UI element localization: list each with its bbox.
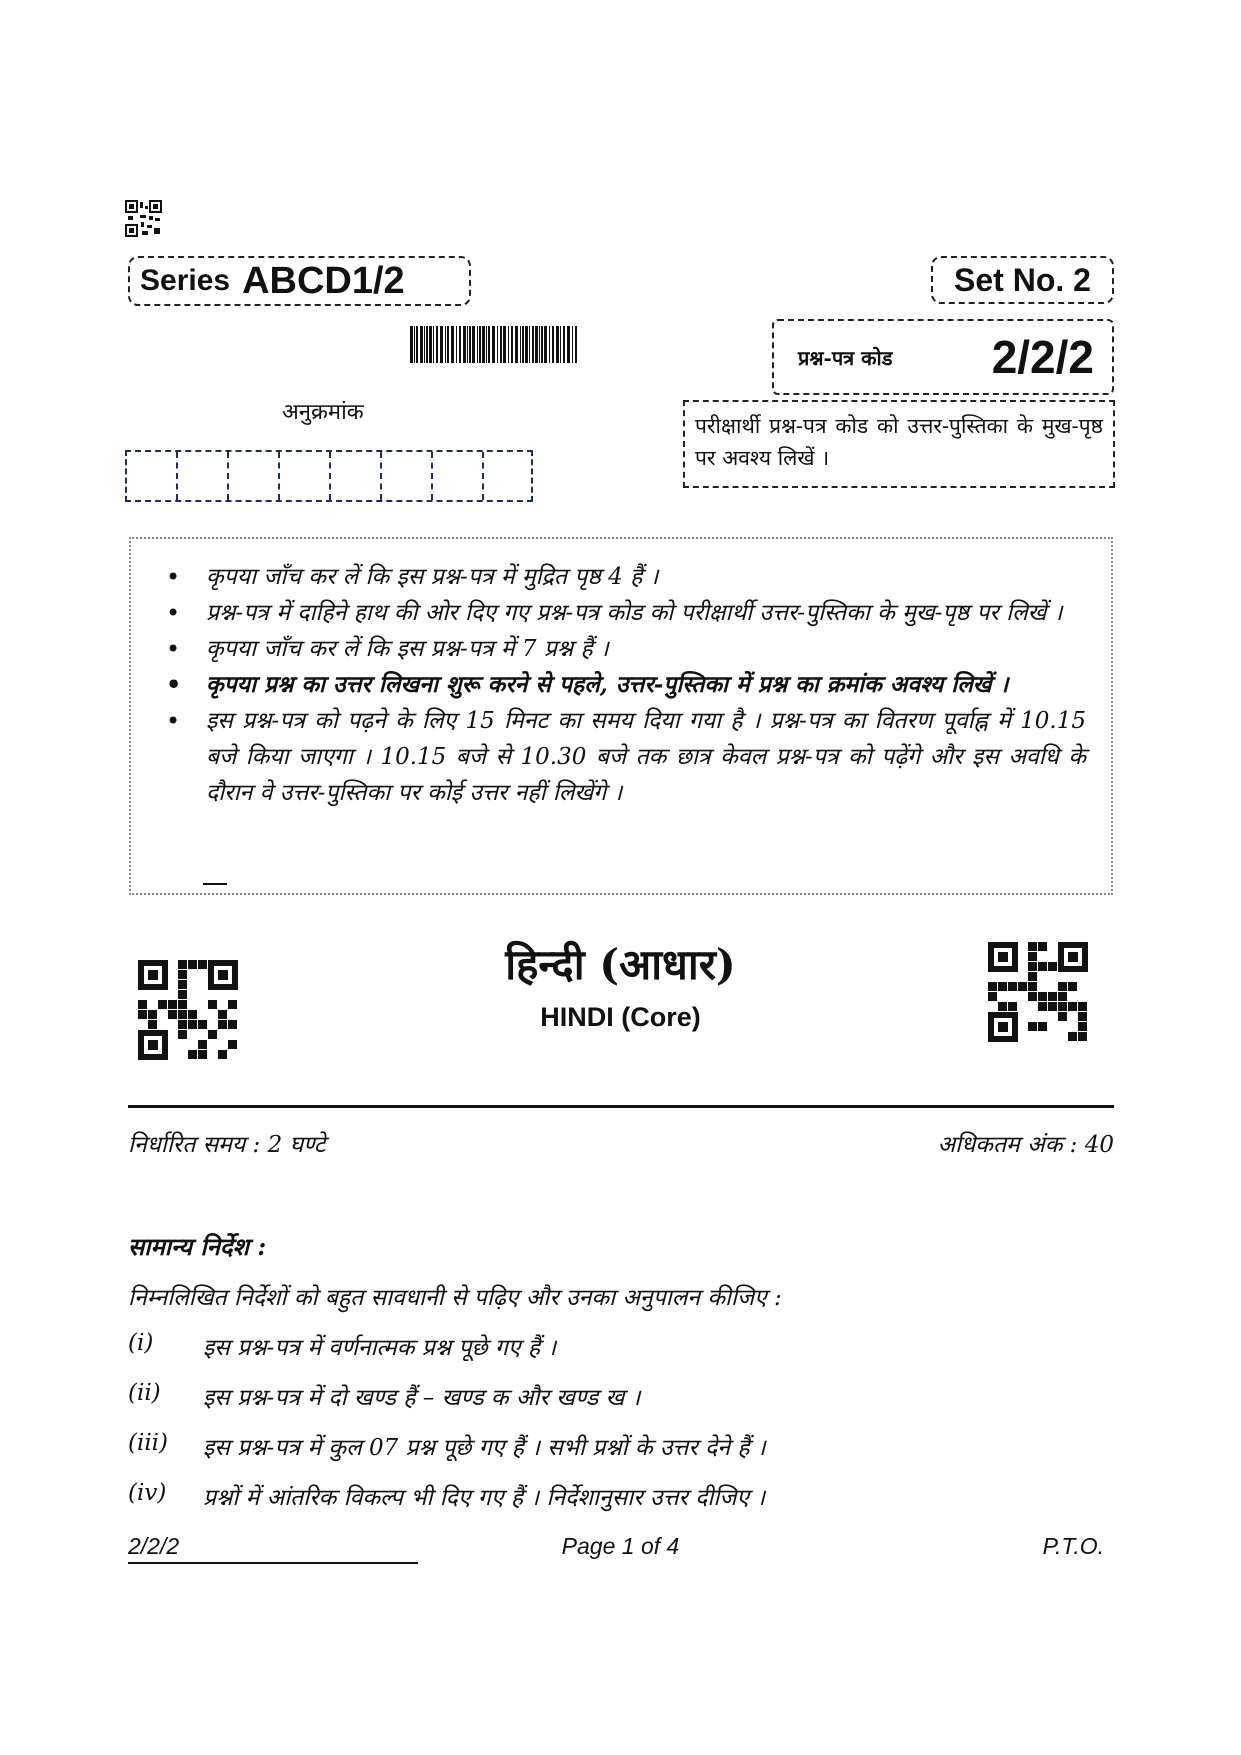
general-item-number: (iii) [128, 1430, 169, 1456]
series-box [128, 256, 471, 306]
general-instructions-heading: सामान्य निर्देश : [128, 1232, 267, 1261]
general-item-number: (i) [128, 1330, 154, 1356]
general-item-number: (iv) [128, 1480, 167, 1506]
instruction-item: • कृपया जाँच कर लें कि इस प्रश्न-पत्र में मुद्रित पृष्ठ 4 हैं । [166, 559, 1086, 595]
general-item-number: (ii) [128, 1380, 161, 1406]
time-allowed: निर्धारित समय : 2 घण्टे [128, 1132, 326, 1158]
qr-code-small-icon [125, 200, 162, 237]
roll-cell-divider [176, 452, 178, 500]
divider [128, 1562, 418, 1564]
barcode-icon [410, 326, 580, 363]
page-number: Page 1 of 4 [561, 1533, 680, 1559]
instructions-box [129, 537, 1113, 895]
instruction-item: • कृपया जाँच कर लें कि इस प्रश्न-पत्र में 7 प्रश्न हैं । [166, 631, 1086, 667]
paper-code-box [772, 319, 1114, 395]
roll-number-label: अनुक्रमांक [282, 400, 364, 425]
instruction-item: • प्रश्न-पत्र में दाहिने हाथ की ओर दिए गए प्रश्न-पत्र कोड को परीक्षार्थी उत्तर-पुस्तिका के मुख-पृष्ठ पर लिखें । [166, 595, 1086, 631]
series-label: Series [140, 264, 231, 297]
set-number-box [931, 256, 1114, 304]
divider [203, 883, 227, 885]
general-instructions-intro: निम्नलिखित निर्देशों को बहुत सावधानी से पढ़िए और उनका अनुपालन कीजिए : [128, 1285, 782, 1311]
paper-code-value: 2/2/2 [991, 331, 1094, 383]
subject-title-hindi: हिन्दी (आधार) [505, 940, 736, 989]
roll-number-field[interactable] [125, 450, 533, 502]
paper-code-label: प्रश्न-पत्र कोड [798, 345, 893, 370]
instruction-item: • इस प्रश्न-पत्र को पढ़ने के लिए 15 मिनट का समय दिया गया है । प्रश्न-पत्र का वितरण पूर्वाह्न में 10.15 बजे किया जाएगा । 10.15 बजे से 10.30 बजे तक छात्र केवल प्रश्न-पत्र को पढ़ेंगे और इस अवधि के दौरान वे उत्तर-पुस्तिका पर कोई उत्तर नहीं लिखेंगे । [166, 703, 1086, 811]
code-note: परीक्षार्थी प्रश्न-पत्र कोड को उत्तर-पुस्तिका के मुख-पृष्ठ पर अवश्य लिखें । [683, 400, 1115, 488]
roll-cell-divider [227, 452, 229, 500]
series-value: ABCD1/2 [242, 259, 405, 302]
maximum-marks: अधिकतम अंक : 40 [937, 1132, 1114, 1158]
subject-title-english: HINDI (Core) [540, 1002, 701, 1032]
instruction-item: • कृपया प्रश्न का उत्तर लिखना शुरू करने से पहले, उत्तर-पुस्तिका में प्रश्न का क्रमांक अवश्य लिखें । [166, 667, 1086, 703]
pto-label: P.T.O. [1042, 1533, 1104, 1559]
divider [128, 1105, 1114, 1108]
set-number: Set No. 2 [954, 261, 1091, 298]
roll-cell-divider [380, 452, 382, 500]
general-item-text: इस प्रश्न-पत्र में कुल 07 प्रश्न पूछे गए हैं । सभी प्रश्नों के उत्तर देने हैं । [203, 1435, 766, 1461]
general-item-text: इस प्रश्न-पत्र में दो खण्ड हैं – खण्ड क और खण्ड ख । [203, 1385, 641, 1411]
instructions-list [166, 559, 1086, 811]
general-item-text: इस प्रश्न-पत्र में वर्णनात्मक प्रश्न पूछे गए हैं । [203, 1335, 557, 1361]
roll-cell-divider [431, 452, 433, 500]
roll-cell-divider [329, 452, 331, 500]
roll-cell-divider [482, 452, 484, 500]
footer-paper-code: 2/2/2 [128, 1533, 180, 1559]
general-item-text: प्रश्नों में आंतरिक विकल्प भी दिए गए हैं । निर्देशानुसार उत्तर दीजिए । [203, 1485, 766, 1511]
roll-cell-divider [278, 452, 280, 500]
